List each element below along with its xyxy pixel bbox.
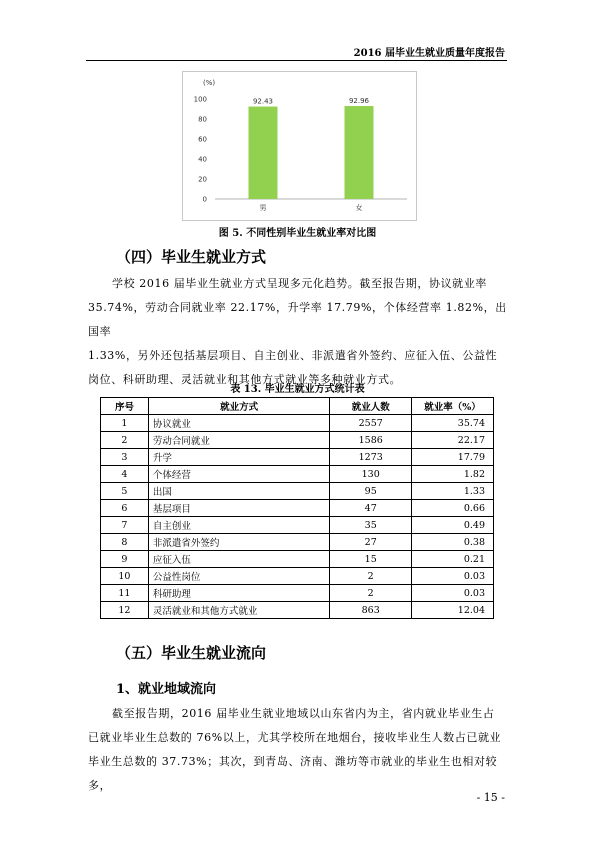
cell-count: 1273 <box>330 449 412 466</box>
column-header-method: 就业方式 <box>148 398 329 415</box>
chart-svg <box>183 72 416 220</box>
cell-count: 95 <box>330 483 412 500</box>
table-row <box>101 483 494 500</box>
cell-index: 8 <box>101 534 149 551</box>
paragraph-line: 截至报告期，2016 届毕业生就业地域以山东省内为主，省内就业毕业生占 <box>112 707 495 720</box>
cell-method: 劳动合同就业 <box>148 432 329 449</box>
table-row <box>101 585 494 602</box>
cell-index: 7 <box>101 517 149 534</box>
table-row <box>101 517 494 534</box>
gender-employment-chart <box>182 71 417 221</box>
y-tick-label: 20 <box>198 175 207 184</box>
cell-rate: 0.66 <box>412 500 494 517</box>
table-row <box>101 449 494 466</box>
cell-method: 公益性岗位 <box>148 568 329 585</box>
cell-count: 2 <box>330 568 412 585</box>
cell-index: 5 <box>101 483 149 500</box>
table-row <box>101 602 494 619</box>
x-category-label: 女 <box>355 204 363 212</box>
page-header-rule <box>86 60 507 61</box>
cell-count: 47 <box>330 500 412 517</box>
cell-method: 出国 <box>148 483 329 500</box>
cell-count: 2 <box>330 585 412 602</box>
cell-index: 6 <box>101 500 149 517</box>
table-header-row <box>101 398 494 415</box>
cell-method: 自主创业 <box>148 517 329 534</box>
cell-rate: 17.79 <box>412 449 494 466</box>
cell-rate: 0.38 <box>412 534 494 551</box>
paragraph-line: 岗位、科研助理、灵活就业和其他方式就业等多种就业方式。 <box>88 373 402 386</box>
y-tick-label: 80 <box>198 115 207 124</box>
table-row <box>101 534 494 551</box>
bar-2 <box>345 106 374 199</box>
cell-rate: 35.74 <box>412 415 494 432</box>
employment-methods-paragraph <box>88 272 508 392</box>
cell-index: 9 <box>101 551 149 568</box>
cell-rate: 12.04 <box>412 602 494 619</box>
cell-method: 灵活就业和其他方式就业 <box>148 602 329 619</box>
page-number: - 15 - <box>476 791 505 804</box>
y-tick-label: 40 <box>198 155 207 164</box>
paragraph-line: 已就业毕业生总数的 76%以上，尤其学校所在地烟台，接收毕业生人数占已就业 <box>88 731 502 744</box>
table-caption: 表 13. 毕业生就业方式统计表 <box>230 384 365 395</box>
cell-index: 10 <box>101 568 149 585</box>
cell-rate: 22.17 <box>412 432 494 449</box>
paragraph-line: 35.74%，劳动合同就业率 22.17%，升学率 17.79%，个体经营率 1.82%，出国率 <box>88 301 507 338</box>
x-category-label: 男 <box>259 204 267 212</box>
cell-index: 11 <box>101 585 149 602</box>
column-header-rate: 就业率（%） <box>412 398 494 415</box>
cell-index: 4 <box>101 466 149 483</box>
cell-rate: 0.21 <box>412 551 494 568</box>
cell-rate: 1.82 <box>412 466 494 483</box>
cell-method: 基层项目 <box>148 500 329 517</box>
cell-count: 15 <box>330 551 412 568</box>
table-row <box>101 432 494 449</box>
table-body <box>101 415 494 619</box>
table-row <box>101 568 494 585</box>
cell-method: 个体经营 <box>148 466 329 483</box>
paragraph-line: 1.33%，另外还包括基层项目、自主创业、非派遣省外签约、应征入伍、公益性 <box>88 349 498 362</box>
cell-method: 应征入伍 <box>148 551 329 568</box>
paragraph-line: 毕业生总数的 37.73%；其次，到青岛、济南、潍坊等市就业的毕业生也相对较多， <box>88 755 498 792</box>
cell-index: 1 <box>101 415 149 432</box>
section-heading-employment-flow: （五）毕业生就业流向 <box>116 644 267 662</box>
cell-index: 12 <box>101 602 149 619</box>
regional-flow-paragraph <box>88 702 508 798</box>
y-tick-label: 60 <box>198 135 207 144</box>
cell-rate: 0.03 <box>412 585 494 602</box>
cell-method: 科研助理 <box>148 585 329 602</box>
bar-data-label: 92.43 <box>252 97 274 106</box>
cell-index: 3 <box>101 449 149 466</box>
subheading-regional-flow: 1、就业地域流向 <box>116 682 217 697</box>
bar-data-label: 92.96 <box>348 97 370 106</box>
cell-method: 协议就业 <box>148 415 329 432</box>
figure-caption: 图 5. 不同性别毕业生就业率对比图 <box>218 228 377 239</box>
cell-index: 2 <box>101 432 149 449</box>
y-axis-unit-label: (%) <box>203 79 216 87</box>
section-heading-employment-methods: （四）毕业生就业方式 <box>116 248 267 266</box>
cell-count: 863 <box>330 602 412 619</box>
cell-rate: 0.49 <box>412 517 494 534</box>
table-row <box>101 551 494 568</box>
column-header-count: 就业人数 <box>330 398 412 415</box>
cell-count: 2557 <box>330 415 412 432</box>
table-row <box>101 466 494 483</box>
cell-rate: 0.03 <box>412 568 494 585</box>
table-row <box>101 500 494 517</box>
cell-method: 升学 <box>148 449 329 466</box>
y-tick-label: 0 <box>202 195 207 204</box>
column-header-index: 序号 <box>101 398 149 415</box>
cell-count: 27 <box>330 534 412 551</box>
bar-1 <box>249 107 278 199</box>
table-row <box>101 415 494 432</box>
cell-method: 非派遣省外签约 <box>148 534 329 551</box>
cell-rate: 1.33 <box>412 483 494 500</box>
employment-methods-table <box>100 397 494 619</box>
cell-count: 35 <box>330 517 412 534</box>
cell-count: 130 <box>330 466 412 483</box>
page-header-title: 2016 届毕业生就业质量年度报告 <box>353 48 505 59</box>
cell-count: 1586 <box>330 432 412 449</box>
paragraph-line: 学校 2016 届毕业生就业方式呈现多元化趋势。截至报告期，协议就业率 <box>112 277 487 290</box>
y-tick-label: 100 <box>193 95 207 104</box>
